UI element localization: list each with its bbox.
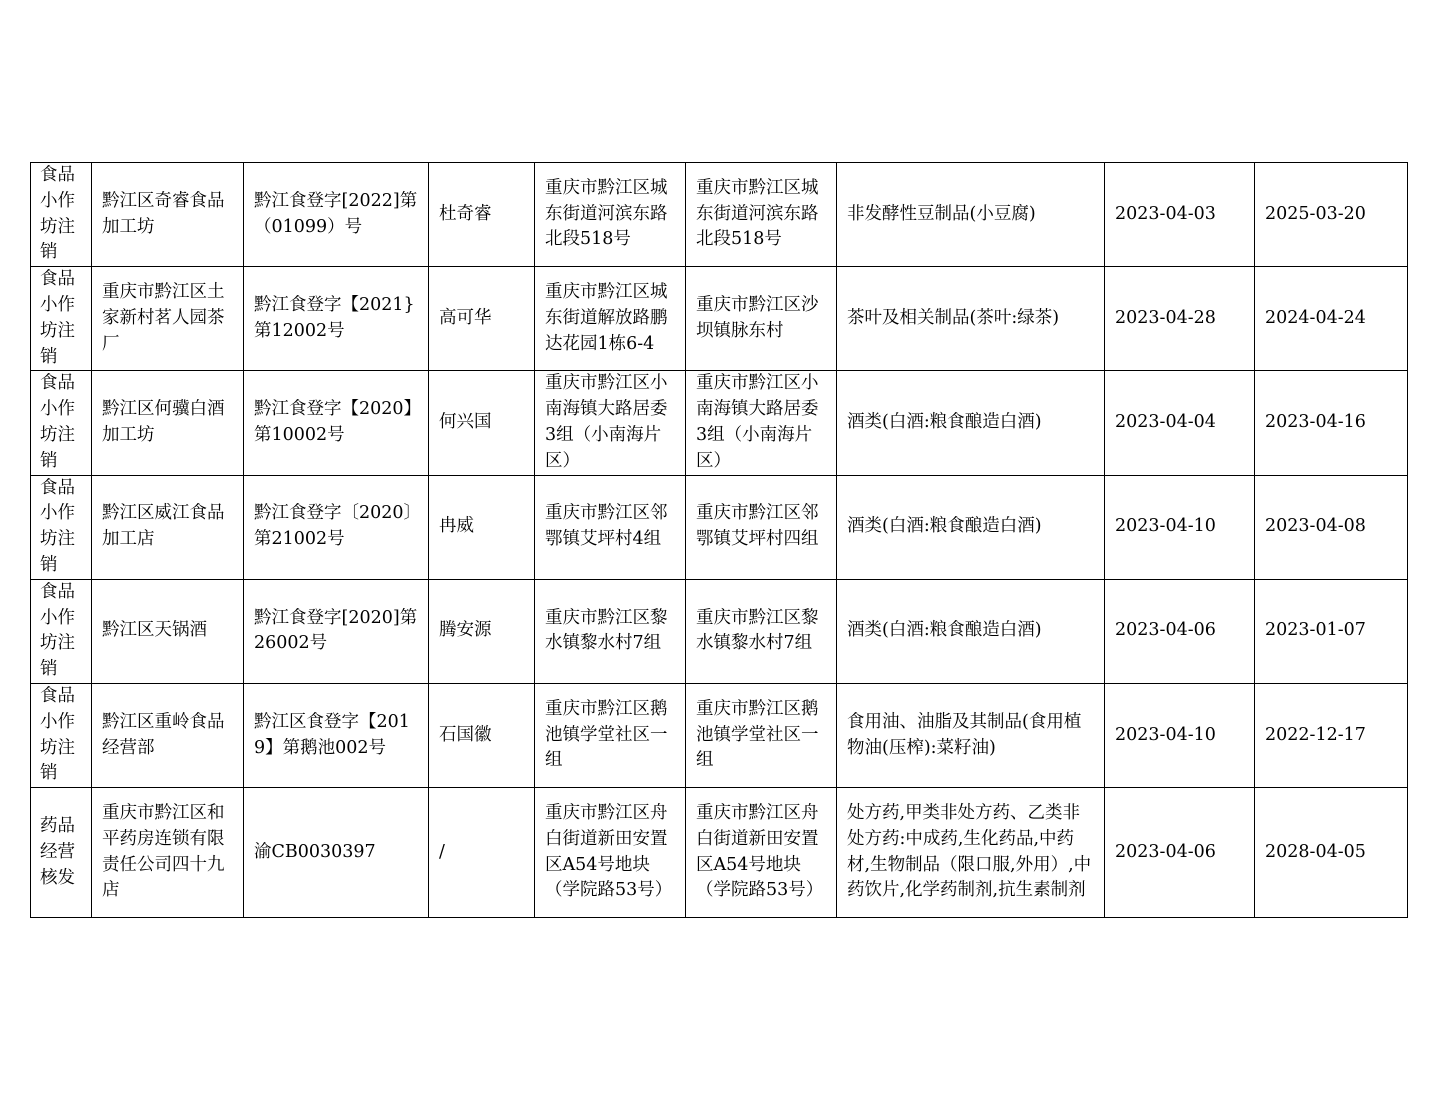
license-cell: 黔江食登字[2022]第（01099）号 <box>244 163 429 267</box>
name-cell: 黔江区重岭食品经营部 <box>92 683 244 787</box>
type-cell: 药品经营核发 <box>31 788 92 918</box>
table-row <box>31 683 1408 787</box>
table-row <box>31 579 1408 683</box>
date-issued-cell: 2023-04-03 <box>1105 163 1255 267</box>
date-expiry-cell: 2023-04-08 <box>1255 475 1408 579</box>
license-cell: 黔江食登字【2020】第10002号 <box>244 371 429 475</box>
name-cell: 黔江区何骥白酒加工坊 <box>92 371 244 475</box>
table-row <box>31 371 1408 475</box>
address-cell: 重庆市黔江区舟白街道新田安置区A54号地块（学院路53号） <box>535 788 686 918</box>
address-cell: 重庆市黔江区鹅池镇学堂社区一组 <box>535 683 686 787</box>
type-cell: 食品小作坊注销 <box>31 267 92 371</box>
date-issued-cell: 2023-04-10 <box>1105 683 1255 787</box>
type-cell: 食品小作坊注销 <box>31 475 92 579</box>
license-table <box>30 162 1408 918</box>
scope-cell: 食用油、油脂及其制品(食用植物油(压榨):菜籽油) <box>837 683 1105 787</box>
person-cell: 高可华 <box>429 267 535 371</box>
type-cell: 食品小作坊注销 <box>31 371 92 475</box>
person-cell: 冉威 <box>429 475 535 579</box>
site-cell: 重庆市黔江区鹅池镇学堂社区一组 <box>686 683 837 787</box>
scope-cell: 非发酵性豆制品(小豆腐) <box>837 163 1105 267</box>
license-cell: 渝CB0030397 <box>244 788 429 918</box>
date-issued-cell: 2023-04-04 <box>1105 371 1255 475</box>
person-cell: 石国徽 <box>429 683 535 787</box>
name-cell: 重庆市黔江区土家新村茗人园茶厂 <box>92 267 244 371</box>
type-cell: 食品小作坊注销 <box>31 163 92 267</box>
person-cell: / <box>429 788 535 918</box>
type-cell: 食品小作坊注销 <box>31 683 92 787</box>
person-cell: 腾安源 <box>429 579 535 683</box>
name-cell: 黔江区天锅酒 <box>92 579 244 683</box>
site-cell: 重庆市黔江区黎水镇黎水村7组 <box>686 579 837 683</box>
person-cell: 何兴国 <box>429 371 535 475</box>
date-expiry-cell: 2024-04-24 <box>1255 267 1408 371</box>
license-cell: 黔江食登字[2020]第26002号 <box>244 579 429 683</box>
license-cell: 黔江食登字〔2020〕第21002号 <box>244 475 429 579</box>
site-cell: 重庆市黔江区舟白街道新田安置区A54号地块（学院路53号） <box>686 788 837 918</box>
date-expiry-cell: 2028-04-05 <box>1255 788 1408 918</box>
address-cell: 重庆市黔江区小南海镇大路居委3组（小南海片区） <box>535 371 686 475</box>
name-cell: 黔江区奇睿食品加工坊 <box>92 163 244 267</box>
scope-cell: 酒类(白酒:粮食酿造白酒) <box>837 579 1105 683</box>
type-cell: 食品小作坊注销 <box>31 579 92 683</box>
license-cell: 黔江食登字【2021}第12002号 <box>244 267 429 371</box>
date-expiry-cell: 2023-01-07 <box>1255 579 1408 683</box>
address-cell: 重庆市黔江区城东街道河滨东路北段518号 <box>535 163 686 267</box>
table-row <box>31 163 1408 267</box>
scope-cell: 处方药,甲类非处方药、乙类非处方药:中成药,生化药品,中药材,生物制品（限口服,外用）,中药饮片,化学药制剂,抗生素制剂 <box>837 788 1105 918</box>
scope-cell: 茶叶及相关制品(茶叶:绿茶) <box>837 267 1105 371</box>
table-row <box>31 267 1408 371</box>
person-cell: 杜奇睿 <box>429 163 535 267</box>
date-issued-cell: 2023-04-28 <box>1105 267 1255 371</box>
site-cell: 重庆市黔江区邻鄂镇艾坪村四组 <box>686 475 837 579</box>
scope-cell: 酒类(白酒:粮食酿造白酒) <box>837 475 1105 579</box>
site-cell: 重庆市黔江区小南海镇大路居委3组（小南海片区） <box>686 371 837 475</box>
name-cell: 黔江区威江食品加工店 <box>92 475 244 579</box>
scope-cell: 酒类(白酒:粮食酿造白酒) <box>837 371 1105 475</box>
license-cell: 黔江区食登字【2019】第鹅池002号 <box>244 683 429 787</box>
date-expiry-cell: 2022-12-17 <box>1255 683 1408 787</box>
date-issued-cell: 2023-04-06 <box>1105 579 1255 683</box>
address-cell: 重庆市黔江区城东街道解放路鹏达花园1栋6-4 <box>535 267 686 371</box>
address-cell: 重庆市黔江区邻鄂镇艾坪村4组 <box>535 475 686 579</box>
date-expiry-cell: 2023-04-16 <box>1255 371 1408 475</box>
date-issued-cell: 2023-04-10 <box>1105 475 1255 579</box>
table-row <box>31 475 1408 579</box>
name-cell: 重庆市黔江区和平药房连锁有限责任公司四十九店 <box>92 788 244 918</box>
site-cell: 重庆市黔江区沙坝镇脉东村 <box>686 267 837 371</box>
site-cell: 重庆市黔江区城东街道河滨东路北段518号 <box>686 163 837 267</box>
date-expiry-cell: 2025-03-20 <box>1255 163 1408 267</box>
address-cell: 重庆市黔江区黎水镇黎水村7组 <box>535 579 686 683</box>
table-row <box>31 788 1408 918</box>
date-issued-cell: 2023-04-06 <box>1105 788 1255 918</box>
